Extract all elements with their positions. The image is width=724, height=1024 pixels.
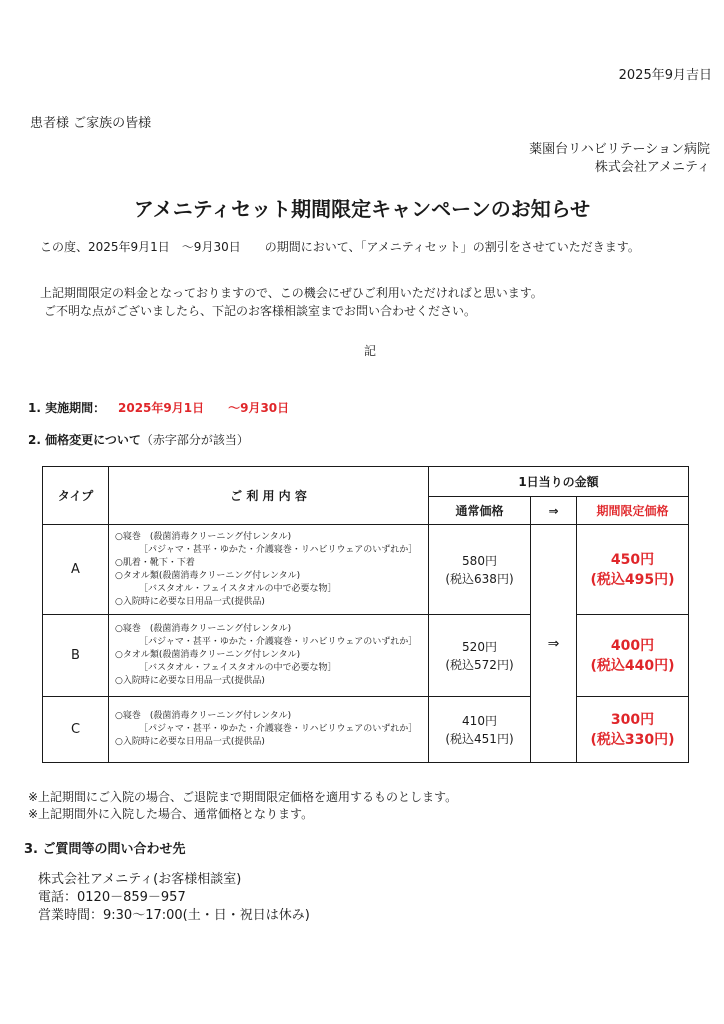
contact-hours: 営業時間：9:30～17:00(土・日・祝日は休み) [38, 908, 310, 923]
normal-price-tax: (税込451円) [445, 731, 514, 746]
header-promo: 期間限定価格 [577, 497, 689, 525]
table-row [43, 525, 689, 615]
intro-line-3: ご不明な点がございましたら、下記のお客様相談室までお問い合わせください。 [44, 304, 477, 318]
item-line: ○入院時に必要な日用品一式(提供品) [115, 596, 265, 607]
row-type: C [43, 697, 109, 763]
item-line: ○寝巻 (殺菌消毒クリーニング付レンタル) [115, 531, 292, 542]
item-line: ［パジャマ・甚平・ゆかた・介護寝巻・リハビリウェアのいずれか］ [139, 637, 418, 647]
normal-price: 410円 [462, 713, 497, 728]
item-line: ○タオル類(殺菌消毒クリーニング付レンタル) [115, 650, 301, 660]
note-1: ※上記期間にご入院の場合、ご退院まで期間限定価格を適用するものとします。 [28, 790, 458, 804]
item-line: ［パジャマ・甚平・ゆかた・介護寝巻・リハビリウェアのいずれか］ [139, 544, 418, 555]
item-line: ○入院時に必要な日用品一式(提供品) [115, 676, 265, 686]
normal-price: 520円 [462, 639, 497, 654]
normal-price-cell [429, 697, 531, 763]
promo-price-cell [577, 697, 689, 763]
note-2: ※上記期間外に入院した場合、通常価格となります。 [28, 807, 314, 821]
promo-price-cell [577, 615, 689, 697]
intro-line-1: この度、2025年9月1日 ～9月30日 の期間において、「アメニティセット」の割引をさせていただきます。 [40, 240, 640, 254]
item-line: ○寝巻 (殺菌消毒クリーニング付レンタル) [115, 624, 292, 634]
table-row [43, 615, 689, 697]
header-type: タイプ [43, 467, 109, 525]
promo-price-cell [577, 525, 689, 615]
table-header-row [43, 467, 689, 497]
promo-price-tax: (税込440円) [590, 657, 675, 674]
table-row [43, 697, 689, 763]
header-content: ご 利 用 内 容 [109, 467, 429, 525]
item-line: ○肌着・靴下・下着 [115, 557, 195, 568]
price-change-label [28, 431, 249, 448]
normal-price: 580円 [462, 553, 497, 568]
promo-price: 300円 [610, 711, 655, 728]
row-items [109, 697, 429, 763]
contact-heading: 3. ご質問等の問い合わせ先 [24, 842, 186, 857]
recipient: 患者様 ご家族の皆様 [30, 116, 152, 131]
period-value: 2025年9月1日 ～9月30日 [118, 401, 290, 415]
sender-hospital: 薬園台リハビリテーション病院 [529, 142, 710, 157]
header-arrow: ⇒ [531, 497, 577, 525]
contact-phone: 電話：0120－859－957 [38, 890, 186, 905]
normal-price-tax: (税込572円) [445, 657, 514, 672]
price-change-title: 2. 価格変更について [28, 433, 141, 447]
item-line: ○入院時に必要な日用品一式(提供品) [115, 737, 265, 747]
period-label: 1. 実施期間： [28, 401, 106, 415]
promo-price: 450円 [610, 551, 655, 568]
header-normal: 通常価格 [429, 497, 531, 525]
item-line: ［バスタオル・フェイスタオルの中で必要な物］ [139, 663, 337, 673]
price-table [42, 466, 689, 763]
promo-price: 400円 [610, 637, 655, 654]
row-type: A [43, 525, 109, 615]
document-date: 2025年9月吉日 [618, 68, 712, 83]
item-line: ［バスタオル・フェイスタオルの中で必要な物］ [139, 583, 337, 594]
normal-price-tax: (税込638円) [445, 571, 514, 586]
item-line: ［パジャマ・甚平・ゆかた・介護寝巻・リハビリウェアのいずれか］ [139, 724, 418, 734]
item-line: ○寝巻 (殺菌消毒クリーニング付レンタル) [115, 711, 292, 721]
normal-price-cell [429, 615, 531, 697]
arrow-icon: ⇒ [531, 525, 577, 763]
contact-company: 株式会社アメニティ(お客様相談室) [38, 872, 242, 887]
header-daily: 1日当りの金額 [429, 467, 689, 497]
promo-price-tax: (税込330円) [590, 731, 675, 748]
row-type: B [43, 615, 109, 697]
intro-line-2: 上記期間限定の料金となっておりますので、この機会にぜひご利用いただければと思います。 [40, 286, 543, 300]
row-items [109, 615, 429, 697]
sender-company: 株式会社アメニティ [594, 160, 710, 175]
normal-price-cell [429, 525, 531, 615]
row-items [109, 525, 429, 615]
ki-mark: 記 [364, 344, 377, 358]
promo-price-tax: (税込495円) [590, 571, 675, 588]
price-change-note: （赤字部分が該当） [140, 433, 249, 447]
item-line: ○タオル類(殺菌消毒クリーニング付レンタル) [115, 570, 301, 581]
page-title: アメニティセット期間限定キャンペーンのお知らせ [133, 197, 591, 221]
